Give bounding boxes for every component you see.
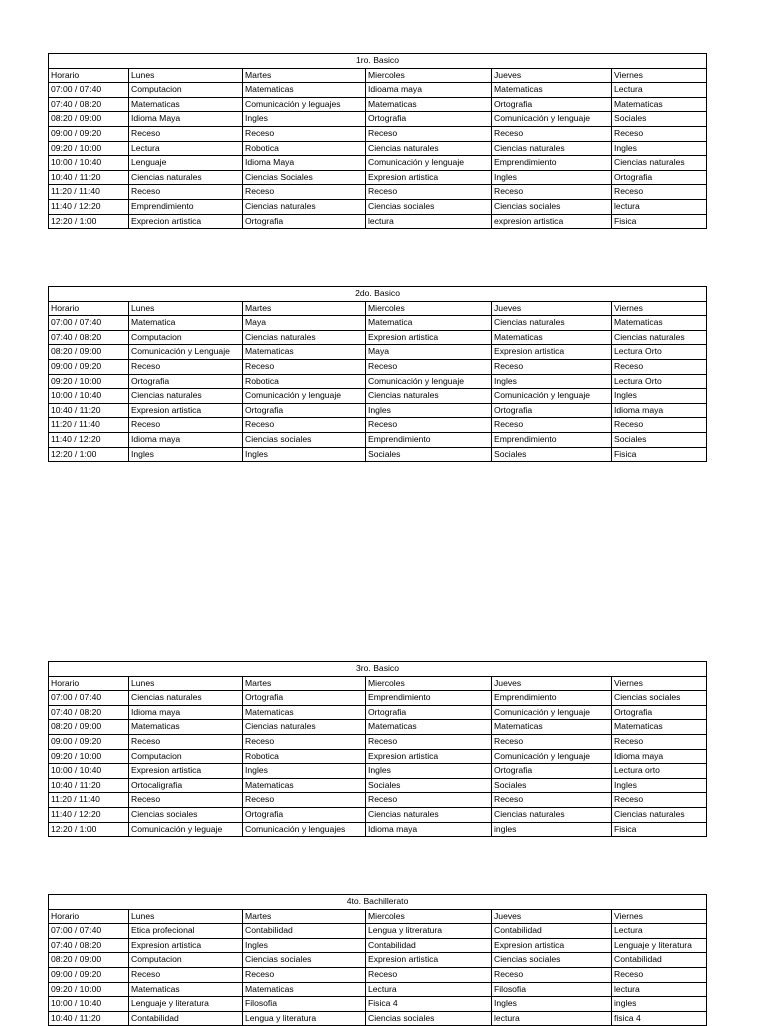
table-title-row [49,895,707,910]
table-row [49,316,707,331]
cell-viernes: Fisica [612,822,707,837]
cell-horario: 10:00 / 10:40 [49,764,129,779]
cell-horario: 07:40 / 08:20 [49,330,129,345]
cell-miercoles: Receso [366,967,492,982]
header-cell-martes: Martes [243,909,366,924]
header-cell-miercoles: Miercoles [366,909,492,924]
table-row [49,156,707,171]
cell-martes: Comunicación y lenguajes [243,822,366,837]
header-cell-jueves: Jueves [492,909,612,924]
cell-jueves: Sociales [492,778,612,793]
header-cell-lunes: Lunes [129,68,243,83]
header-cell-jueves: Jueves [492,301,612,316]
cell-lunes: Receso [129,793,243,808]
cell-lunes: Comunicación y leguaje [129,822,243,837]
cell-horario: 10:40 / 11:20 [49,778,129,793]
cell-horario: 10:00 / 10:40 [49,156,129,171]
cell-martes: Ciencias naturales [243,199,366,214]
cell-miercoles: lectura [366,214,492,229]
cell-miercoles: Idioama maya [366,83,492,98]
cell-viernes: Lenguaje y literatura [612,938,707,953]
cell-miercoles: Ingles [366,403,492,418]
cell-martes: Ciencias naturales [243,330,366,345]
cell-horario: 10:00 / 10:40 [49,389,129,404]
cell-horario: 07:00 / 07:40 [49,924,129,939]
cell-viernes: ingles [612,997,707,1012]
header-cell-martes: Martes [243,301,366,316]
cell-miercoles: Maya [366,345,492,360]
cell-viernes: Lectura [612,83,707,98]
cell-lunes: Receso [129,734,243,749]
table-row [49,170,707,185]
cell-horario: 12:20 / 1:00 [49,447,129,462]
cell-horario: 07:40 / 08:20 [49,705,129,720]
cell-viernes: Matematicas [612,97,707,112]
cell-lunes: Ciencias naturales [129,389,243,404]
table-row [49,705,707,720]
cell-lunes: Computacion [129,330,243,345]
schedule-table-2do-basico [48,286,707,462]
cell-viernes: Lectura orto [612,764,707,779]
cell-martes: Contabilidad [243,924,366,939]
cell-lunes: Ciencias naturales [129,691,243,706]
cell-viernes: Fisica [612,214,707,229]
cell-lunes: Idioma maya [129,705,243,720]
cell-horario: 09:00 / 09:20 [49,126,129,141]
cell-lunes: Ciencias sociales [129,807,243,822]
cell-lunes: Contabilidad [129,1011,243,1026]
cell-martes: Ingles [243,112,366,127]
table-row [49,967,707,982]
header-cell-viernes: Viernes [612,676,707,691]
cell-jueves: Ciencias naturales [492,807,612,822]
cell-miercoles: Lectura [366,982,492,997]
cell-viernes: Receso [612,185,707,200]
table-header-row [49,909,707,924]
cell-jueves: ingles [492,822,612,837]
table-row [49,938,707,953]
cell-horario: 10:40 / 11:20 [49,170,129,185]
cell-jueves: Ortografia [492,764,612,779]
table-row [49,199,707,214]
cell-miercoles: Expresion artistica [366,953,492,968]
table-header-row [49,68,707,83]
table-row [49,83,707,98]
cell-viernes: fisica 4 [612,1011,707,1026]
cell-martes: Matematicas [243,982,366,997]
header-cell-viernes: Viernes [612,301,707,316]
cell-jueves: Comunicación y lenguaje [492,705,612,720]
cell-jueves: Emprendimiento [492,156,612,171]
cell-miercoles: Receso [366,734,492,749]
cell-martes: Ortografia [243,214,366,229]
cell-lunes: Ortografia [129,374,243,389]
header-cell-martes: Martes [243,676,366,691]
cell-martes: Comunicación y leguajes [243,97,366,112]
cell-lunes: Idioma Maya [129,112,243,127]
cell-horario: 08:20 / 09:00 [49,345,129,360]
cell-lunes: Matematicas [129,720,243,735]
cell-martes: Comunicación y lenguaje [243,389,366,404]
cell-jueves: Filosofia [492,982,612,997]
header-cell-horario: Horario [49,909,129,924]
cell-lunes: Comunicación y Lenguaje [129,345,243,360]
cell-jueves: Ortografia [492,97,612,112]
cell-viernes: Receso [612,793,707,808]
cell-martes: Ortografia [243,807,366,822]
cell-martes: Receso [243,418,366,433]
cell-miercoles: Expresion artistica [366,170,492,185]
cell-jueves: Receso [492,967,612,982]
cell-horario: 09:00 / 09:20 [49,967,129,982]
cell-miercoles: Sociales [366,778,492,793]
cell-martes: Matematicas [243,778,366,793]
cell-horario: 12:20 / 1:00 [49,214,129,229]
cell-horario: 09:20 / 10:00 [49,141,129,156]
cell-miercoles: Expresion artistica [366,749,492,764]
table-row [49,97,707,112]
table-row [49,793,707,808]
schedule-table-3ro-basico [48,661,707,837]
cell-miercoles: Ortografia [366,112,492,127]
cell-miercoles: Ciencias naturales [366,807,492,822]
header-cell-miercoles: Miercoles [366,676,492,691]
cell-jueves: Receso [492,185,612,200]
cell-miercoles: Receso [366,793,492,808]
cell-lunes: Computacion [129,749,243,764]
cell-miercoles: Receso [366,185,492,200]
cell-horario: 11:20 / 11:40 [49,418,129,433]
cell-martes: Receso [243,967,366,982]
cell-viernes: Matematicas [612,720,707,735]
cell-horario: 11:20 / 11:40 [49,793,129,808]
cell-lunes: Lenguaje [129,156,243,171]
cell-horario: 11:40 / 12:20 [49,199,129,214]
cell-jueves: Ciencias naturales [492,141,612,156]
cell-martes: Ingles [243,447,366,462]
cell-viernes: Receso [612,734,707,749]
cell-viernes: Ortografia [612,705,707,720]
table-title-row [49,662,707,677]
cell-miercoles: Emprendimiento [366,691,492,706]
cell-jueves: Sociales [492,447,612,462]
table-row [49,141,707,156]
cell-jueves: Ciencias naturales [492,316,612,331]
cell-lunes: Receso [129,967,243,982]
cell-viernes: Receso [612,967,707,982]
cell-horario: 10:40 / 11:20 [49,403,129,418]
table-row [49,359,707,374]
cell-lunes: Receso [129,126,243,141]
cell-miercoles: Matematicas [366,97,492,112]
cell-viernes: Idioma maya [612,749,707,764]
cell-miercoles: Ciencias sociales [366,199,492,214]
cell-viernes: Ciencias sociales [612,691,707,706]
cell-miercoles: Sociales [366,447,492,462]
cell-horario: 10:00 / 10:40 [49,997,129,1012]
cell-horario: 11:40 / 12:20 [49,432,129,447]
table-row [49,953,707,968]
cell-jueves: Expresion artistica [492,345,612,360]
cell-horario: 10:40 / 11:20 [49,1011,129,1026]
table-row [49,403,707,418]
table-row [49,778,707,793]
cell-viernes: Contabilidad [612,953,707,968]
table-row [49,345,707,360]
table-title-row [49,54,707,69]
cell-jueves: Ortografia [492,403,612,418]
cell-lunes: Receso [129,418,243,433]
cell-martes: Ortografia [243,691,366,706]
cell-lunes: Matematicas [129,982,243,997]
table-row [49,924,707,939]
cell-viernes: Fisica [612,447,707,462]
cell-lunes: Receso [129,359,243,374]
table-row [49,822,707,837]
cell-martes: Matematicas [243,345,366,360]
cell-martes: Receso [243,793,366,808]
cell-lunes: Matematica [129,316,243,331]
cell-jueves: Receso [492,126,612,141]
cell-horario: 09:20 / 10:00 [49,749,129,764]
cell-jueves: Ingles [492,374,612,389]
table-header-row [49,301,707,316]
cell-viernes: Lectura Orto [612,374,707,389]
cell-horario: 12:20 / 1:00 [49,822,129,837]
cell-miercoles: Ciencias naturales [366,141,492,156]
table-row [49,764,707,779]
header-cell-lunes: Lunes [129,301,243,316]
cell-martes: Receso [243,734,366,749]
cell-lunes: Exprecion artistica [129,214,243,229]
table-title: 3ro. Basico [49,662,707,677]
cell-lunes: Expresion artistica [129,938,243,953]
cell-lunes: Ciencias naturales [129,170,243,185]
cell-martes: Idioma Maya [243,156,366,171]
cell-lunes: Receso [129,185,243,200]
cell-lunes: Emprendimiento [129,199,243,214]
table-row [49,982,707,997]
cell-jueves: Comunicación y lenguaje [492,389,612,404]
table-row [49,374,707,389]
cell-viernes: Receso [612,418,707,433]
cell-viernes: Ciencias naturales [612,330,707,345]
cell-viernes: Ciencias naturales [612,156,707,171]
cell-miercoles: Fisica 4 [366,997,492,1012]
cell-martes: Matematicas [243,705,366,720]
cell-martes: Maya [243,316,366,331]
header-cell-horario: Horario [49,676,129,691]
cell-miercoles: Idioma maya [366,822,492,837]
cell-jueves: Emprendimiento [492,432,612,447]
cell-jueves: Ciencias sociales [492,953,612,968]
header-cell-jueves: Jueves [492,68,612,83]
cell-jueves: Receso [492,734,612,749]
cell-horario: 09:20 / 10:00 [49,982,129,997]
cell-miercoles: Receso [366,359,492,374]
cell-horario: 07:40 / 08:20 [49,938,129,953]
cell-miercoles: Matematica [366,316,492,331]
cell-jueves: Receso [492,359,612,374]
cell-lunes: Lenguaje y literatura [129,997,243,1012]
cell-martes: Ciencias sociales [243,953,366,968]
cell-horario: 08:20 / 09:00 [49,720,129,735]
header-cell-lunes: Lunes [129,676,243,691]
cell-jueves: Matematicas [492,83,612,98]
cell-viernes: Lectura Orto [612,345,707,360]
table-row [49,418,707,433]
cell-viernes: Ortografia [612,170,707,185]
schedule-table-4to-bachillerato [48,894,707,1026]
table-row [49,447,707,462]
header-cell-miercoles: Miercoles [366,301,492,316]
cell-jueves: Expresion artistica [492,938,612,953]
cell-lunes: Ortocaligrafia [129,778,243,793]
table-title: 4to. Bachillerato [49,895,707,910]
cell-viernes: Lectura [612,924,707,939]
cell-viernes: Receso [612,126,707,141]
cell-viernes: Ingles [612,778,707,793]
cell-jueves: Ingles [492,997,612,1012]
table-row [49,112,707,127]
cell-jueves: Contabilidad [492,924,612,939]
cell-viernes: Sociales [612,432,707,447]
cell-martes: Ingles [243,938,366,953]
schedule-table-1ro-basico [48,53,707,229]
table-row [49,720,707,735]
cell-martes: Filosofia [243,997,366,1012]
table-row [49,432,707,447]
header-cell-horario: Horario [49,301,129,316]
table-row [49,997,707,1012]
cell-lunes: Matematicas [129,97,243,112]
cell-jueves: Receso [492,793,612,808]
cell-lunes: Etica profecional [129,924,243,939]
header-cell-miercoles: Miercoles [366,68,492,83]
cell-martes: Lengua y literatura [243,1011,366,1026]
cell-miercoles: Emprendimiento [366,432,492,447]
cell-viernes: Receso [612,359,707,374]
cell-viernes: Idioma maya [612,403,707,418]
cell-martes: Ciencias naturales [243,720,366,735]
cell-viernes: Matematicas [612,316,707,331]
cell-horario: 08:20 / 09:00 [49,112,129,127]
cell-miercoles: Receso [366,418,492,433]
cell-martes: Ortografia [243,403,366,418]
table-title: 1ro. Basico [49,54,707,69]
cell-martes: Robotica [243,374,366,389]
cell-miercoles: Ingles [366,764,492,779]
header-cell-jueves: Jueves [492,676,612,691]
table-row [49,126,707,141]
cell-martes: Receso [243,185,366,200]
cell-martes: Ingles [243,764,366,779]
cell-horario: 07:00 / 07:40 [49,83,129,98]
cell-miercoles: Expresion artistica [366,330,492,345]
cell-horario: 07:00 / 07:40 [49,691,129,706]
cell-lunes: Expresion artistica [129,764,243,779]
cell-lunes: Computacion [129,83,243,98]
header-cell-horario: Horario [49,68,129,83]
cell-miercoles: Lengua y litreratura [366,924,492,939]
cell-jueves: Receso [492,418,612,433]
table-row [49,734,707,749]
cell-viernes: Ingles [612,389,707,404]
cell-lunes: Lectura [129,141,243,156]
cell-martes: Robotica [243,141,366,156]
cell-horario: 08:20 / 09:00 [49,953,129,968]
table-row [49,749,707,764]
cell-viernes: lectura [612,982,707,997]
cell-lunes: Computacion [129,953,243,968]
cell-miercoles: Contabilidad [366,938,492,953]
cell-miercoles: Comunicación y lenguaje [366,374,492,389]
cell-jueves: Ciencias sociales [492,199,612,214]
cell-jueves: Matematicas [492,330,612,345]
cell-viernes: Ciencias naturales [612,807,707,822]
cell-viernes: Ingles [612,141,707,156]
cell-jueves: Ingles [492,170,612,185]
table-row [49,691,707,706]
table-row [49,214,707,229]
cell-miercoles: Comunicación y lenguaje [366,156,492,171]
cell-jueves: lectura [492,1011,612,1026]
cell-horario: 09:20 / 10:00 [49,374,129,389]
cell-miercoles: Ortografia [366,705,492,720]
cell-martes: Receso [243,126,366,141]
cell-miercoles: Receso [366,126,492,141]
cell-horario: 09:00 / 09:20 [49,359,129,374]
header-cell-viernes: Viernes [612,909,707,924]
cell-martes: Receso [243,359,366,374]
cell-martes: Ciencias sociales [243,432,366,447]
header-cell-martes: Martes [243,68,366,83]
cell-horario: 11:40 / 12:20 [49,807,129,822]
cell-martes: Ciencias Sociales [243,170,366,185]
cell-horario: 07:40 / 08:20 [49,97,129,112]
cell-martes: Matematicas [243,83,366,98]
cell-horario: 09:00 / 09:20 [49,734,129,749]
cell-martes: Robotica [243,749,366,764]
cell-lunes: Expresion artistica [129,403,243,418]
cell-lunes: Ingles [129,447,243,462]
table-title-row [49,287,707,302]
cell-jueves: Matematicas [492,720,612,735]
cell-viernes: Sociales [612,112,707,127]
cell-viernes: lectura [612,199,707,214]
cell-lunes: Idioma maya [129,432,243,447]
table-row [49,389,707,404]
cell-miercoles: Ciencias sociales [366,1011,492,1026]
cell-jueves: Comunicación y lenguaje [492,749,612,764]
table-row [49,185,707,200]
cell-miercoles: Ciencias naturales [366,389,492,404]
cell-horario: 07:00 / 07:40 [49,316,129,331]
table-row [49,807,707,822]
cell-jueves: Comunicación y lenguaje [492,112,612,127]
table-row [49,330,707,345]
cell-jueves: expresion artistica [492,214,612,229]
table-title: 2do. Basico [49,287,707,302]
header-cell-viernes: Viernes [612,68,707,83]
cell-jueves: Emprendimiento [492,691,612,706]
table-header-row [49,676,707,691]
cell-miercoles: Matematicas [366,720,492,735]
header-cell-lunes: Lunes [129,909,243,924]
cell-horario: 11:20 / 11:40 [49,185,129,200]
